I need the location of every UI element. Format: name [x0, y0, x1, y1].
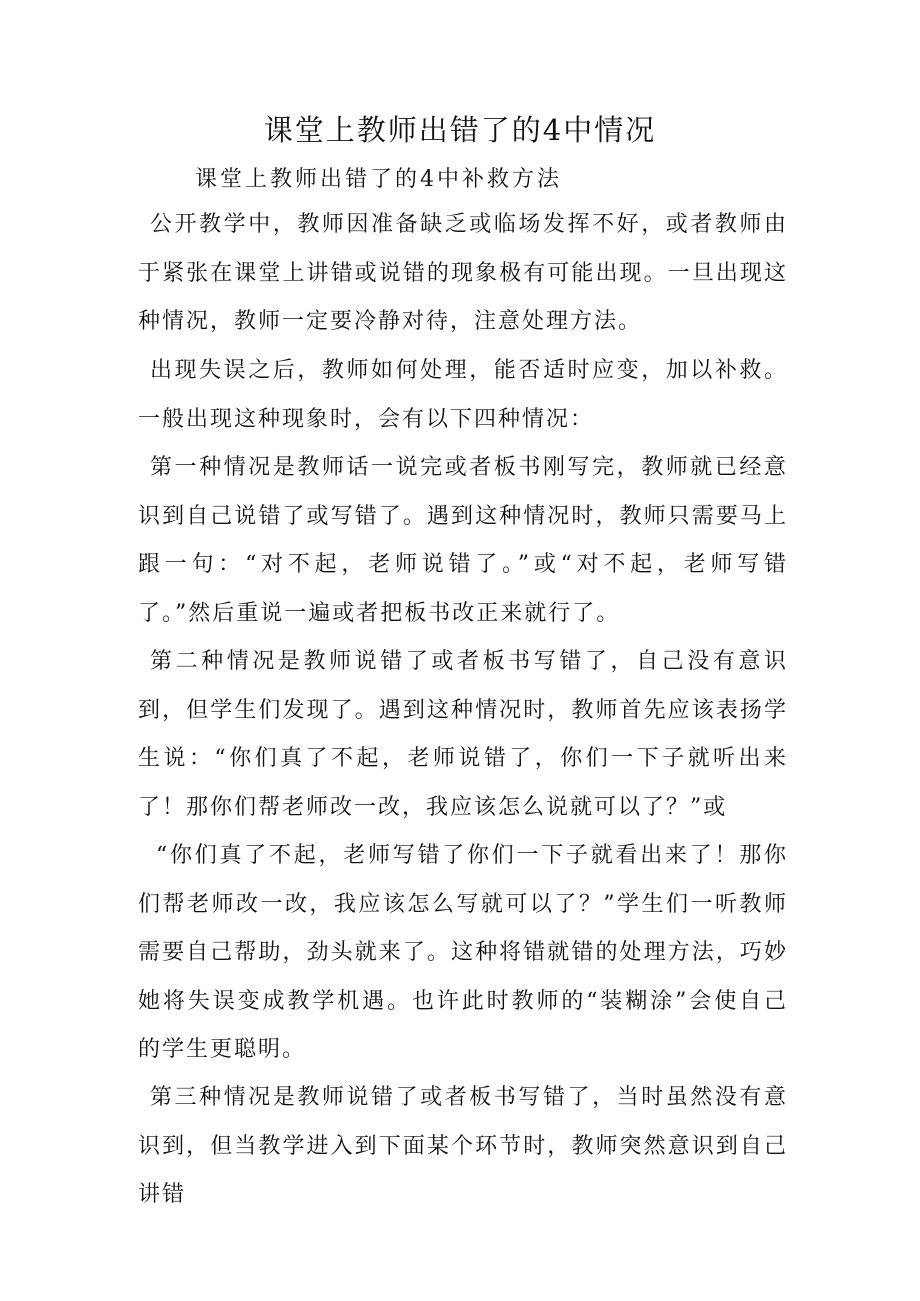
paragraph-1: 公开教学中，教师因准备缺乏或临场发挥不好，或者教师由于紧张在课堂上讲错或说错的现象极有可能出现。一旦出现这种情况，教师一定要冷静对待，注意处理方法。 — [138, 212, 788, 334]
document-subtitle: 课堂上教师出错了的4中补救方法 — [195, 167, 562, 192]
paragraph-5: “你们真了不起，老师写错了你们一下子就看出来了！那你们帮老师改一改，我应该怎么写就可以了？”学生们一听教师需要自己帮助，劲头就来了。这种将错就错的处理方法，巧妙她将失误变成教学机遇。也许此时教师的“装糊涂”会使自己的学生更聪明。 — [138, 843, 788, 1062]
document-title: 课堂上教师出错了的4中情况 — [263, 113, 657, 147]
paragraph-3: 第一种情况是教师话一说完或者板书刚写完，教师就已经意识到自己说错了或写错了。遇到这种情况时，教师只需要马上跟一句：“对不起，老师说错了。”或“对不起，老师写错了。”然后重说一遍或者把板书改正来就行了。 — [138, 455, 788, 626]
paragraph-2: 出现失误之后，教师如何处理，能否适时应变，加以补救。一般出现这种现象时，会有以下四种情况： — [138, 358, 788, 432]
paragraph-4: 第二种情况是教师说错了或者板书写错了，自己没有意识到，但学生们发现了。遇到这种情况时，教师首先应该表扬学生说：“你们真了不起，老师说错了，你们一下子就听出来了！那你们帮老师改一改，我应该怎么说就可以了？”或 — [138, 649, 788, 820]
paragraph-6: 第三种情况是教师说错了或者板书写错了，当时虽然没有意识到，但当教学进入到下面某个环节时，教师突然意识到自己讲错 — [138, 1085, 788, 1207]
